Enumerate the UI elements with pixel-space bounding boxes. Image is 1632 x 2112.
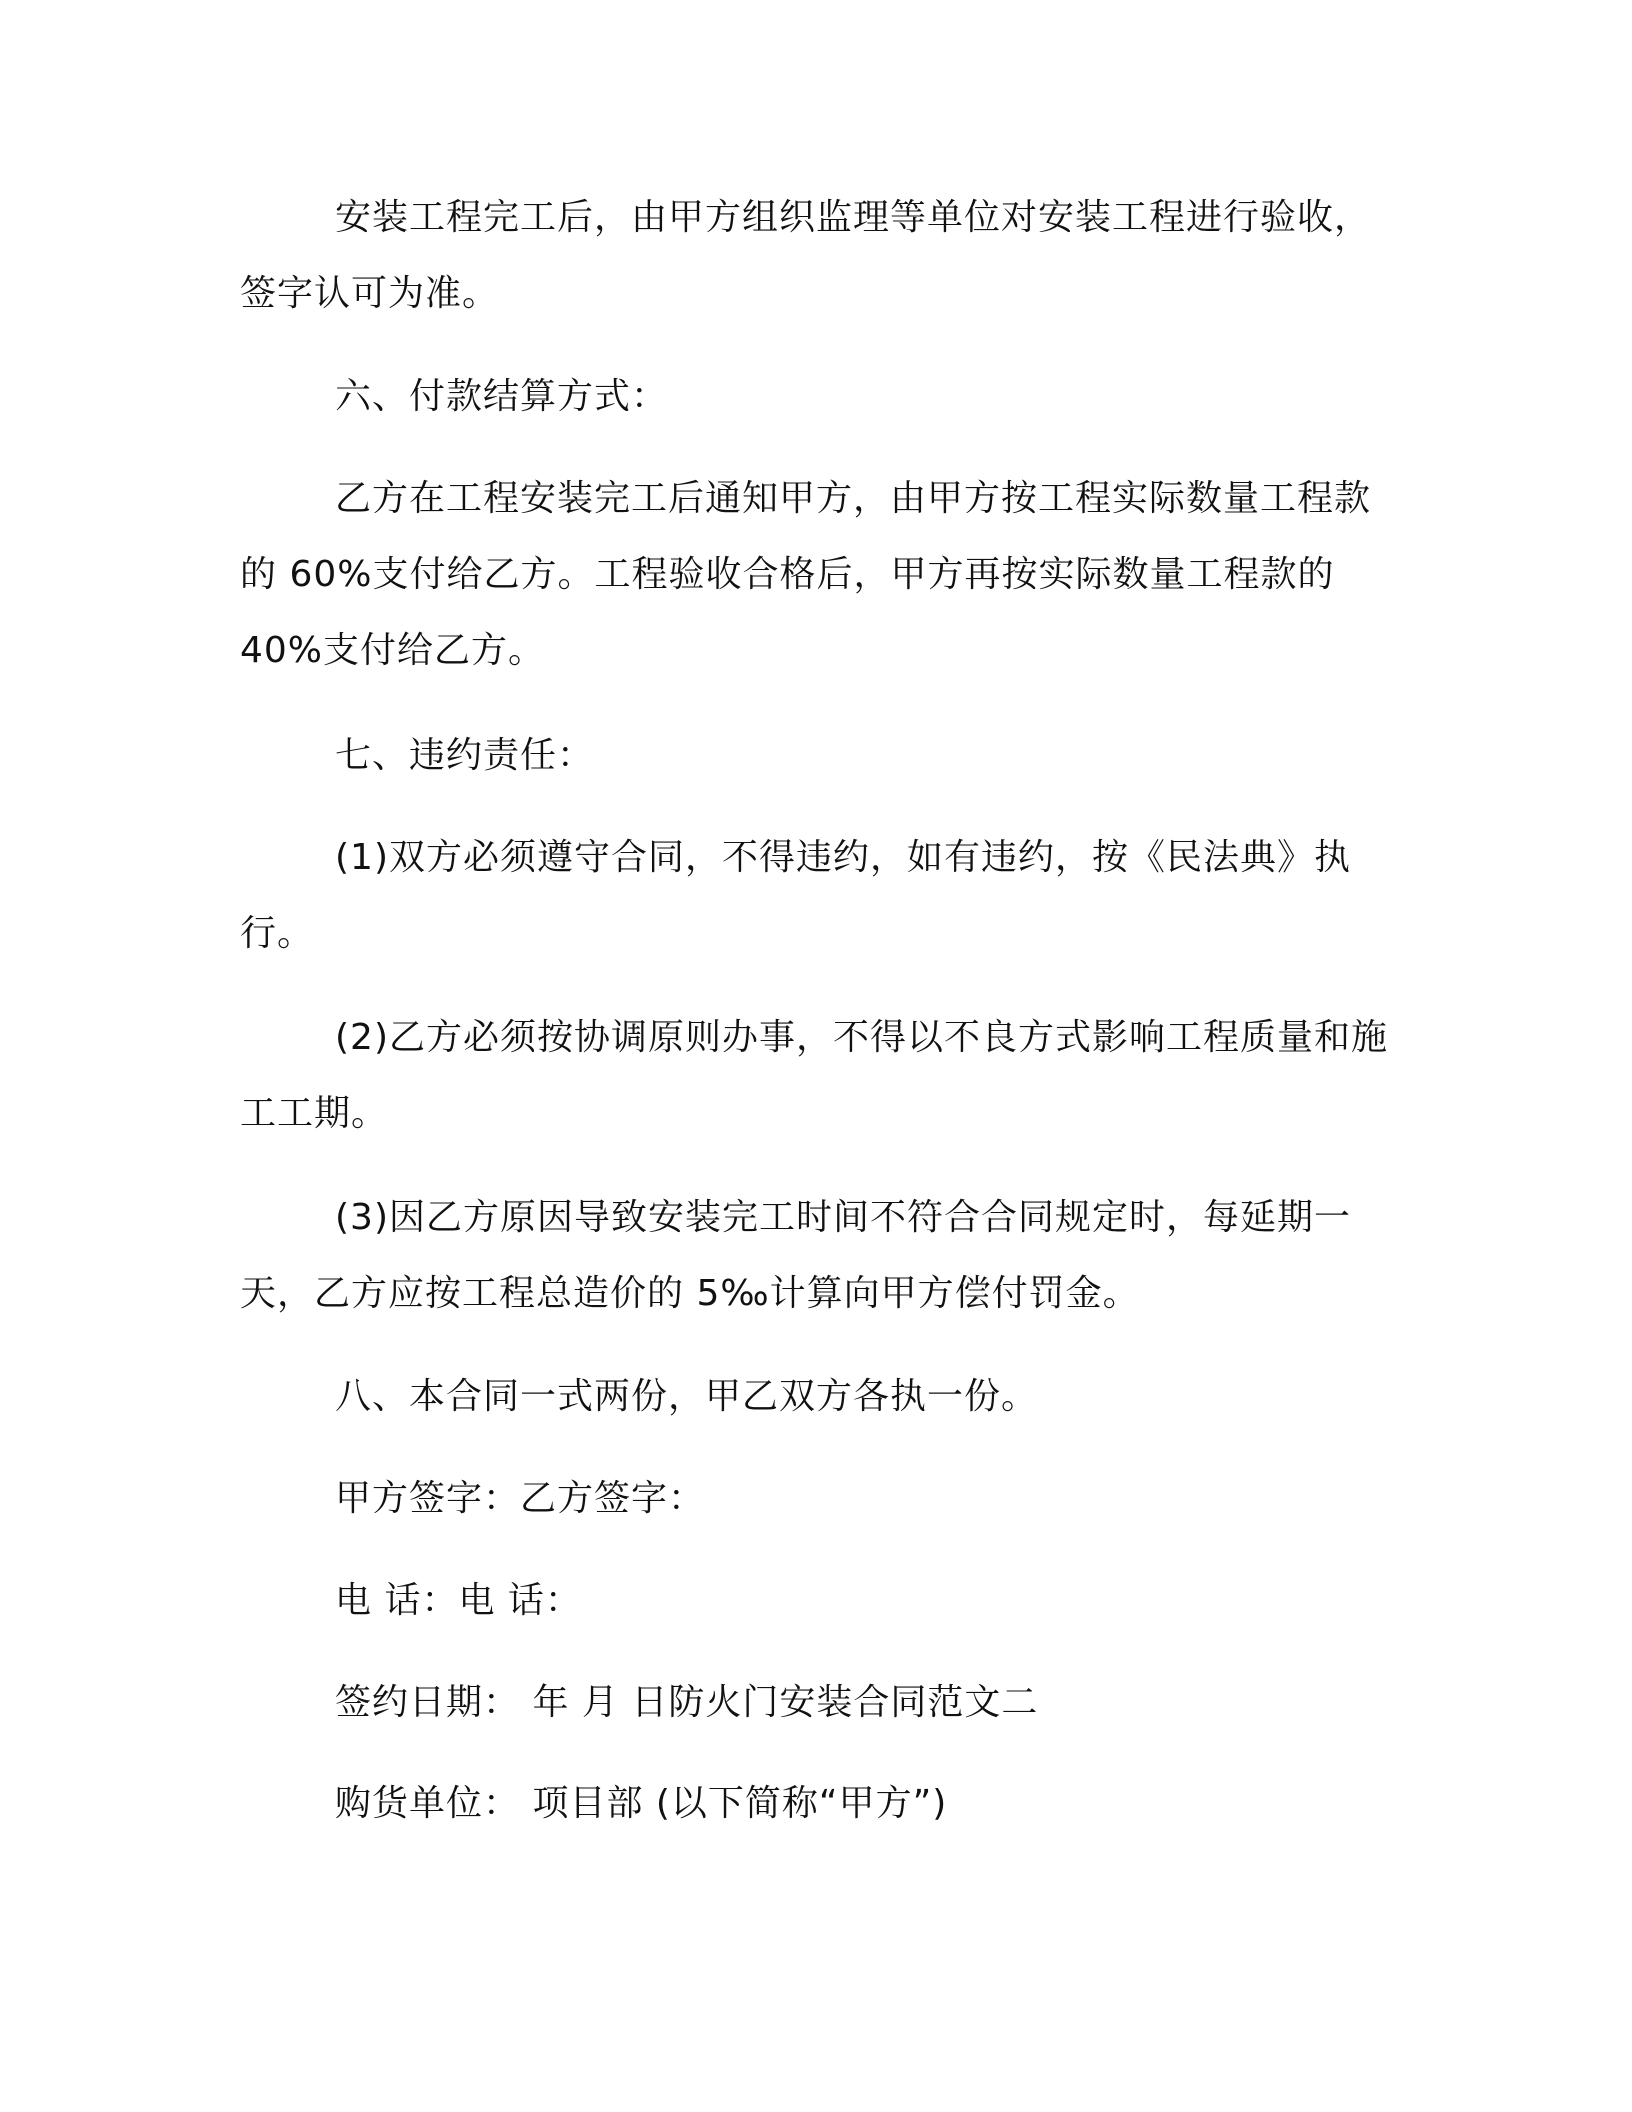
paragraph-line: 签约日期： 年 月 日防火门安装合同范文二: [335, 1682, 1039, 1723]
purchaser-line: [240, 1766, 1390, 1842]
paragraph-clause-1: [240, 820, 1390, 972]
paragraph-line: 甲方签字：乙方签字：: [335, 1478, 706, 1519]
paragraph-line: 七、违约责任：: [335, 735, 595, 776]
paragraph-line: 的 60%支付给乙方。工程验收合格后，甲方再按实际数量工程款的: [240, 554, 1335, 595]
paragraph-acceptance: [240, 180, 1390, 332]
date-line: [240, 1665, 1390, 1741]
paragraph-line: 签字认可为准。: [240, 273, 500, 314]
paragraph-line: (3)因乙方原因导致安装完工时间不符合合同规定时，每延期一: [335, 1197, 1351, 1238]
paragraph-line: 电 话：电 话：: [335, 1580, 582, 1621]
paragraph-line: 六、付款结算方式：: [335, 376, 669, 417]
heading-breach-liability: [240, 718, 1390, 794]
paragraph-line: 乙方在工程安装完工后通知甲方，由甲方按工程实际数量工程款: [335, 478, 1372, 519]
paragraph-line: (2)乙方必须按协调原则办事，不得以不良方式影响工程质量和施: [335, 1017, 1388, 1058]
paragraph-clause-3: [240, 1180, 1390, 1332]
paragraph-line: 工工期。: [240, 1093, 389, 1134]
signature-line: [240, 1461, 1390, 1537]
heading-payment-settlement: [240, 359, 1390, 435]
paragraph-line: 购货单位： 项目部 (以下简称“甲方”): [335, 1783, 948, 1824]
paragraph-line: (1)双方必须遵守合同，不得违约，如有违约，按《民法典》执: [335, 837, 1351, 878]
paragraph-line: 行。: [240, 913, 315, 954]
paragraph-line: 八、本合同一式两份，甲乙双方各执一份。: [335, 1376, 1039, 1417]
paragraph-line: 40%支付给乙方。: [240, 630, 546, 671]
paragraph-clause-2: [240, 1000, 1390, 1152]
phone-line: [240, 1563, 1390, 1639]
paragraph-line: 天，乙方应按工程总造价的 5‰计算向甲方偿付罚金。: [240, 1273, 1140, 1314]
paragraph-line: 安装工程完工后，由甲方组织监理等单位对安装工程进行验收，: [335, 197, 1372, 238]
paragraph-copies: [240, 1359, 1390, 1435]
paragraph-payment: [240, 461, 1390, 689]
